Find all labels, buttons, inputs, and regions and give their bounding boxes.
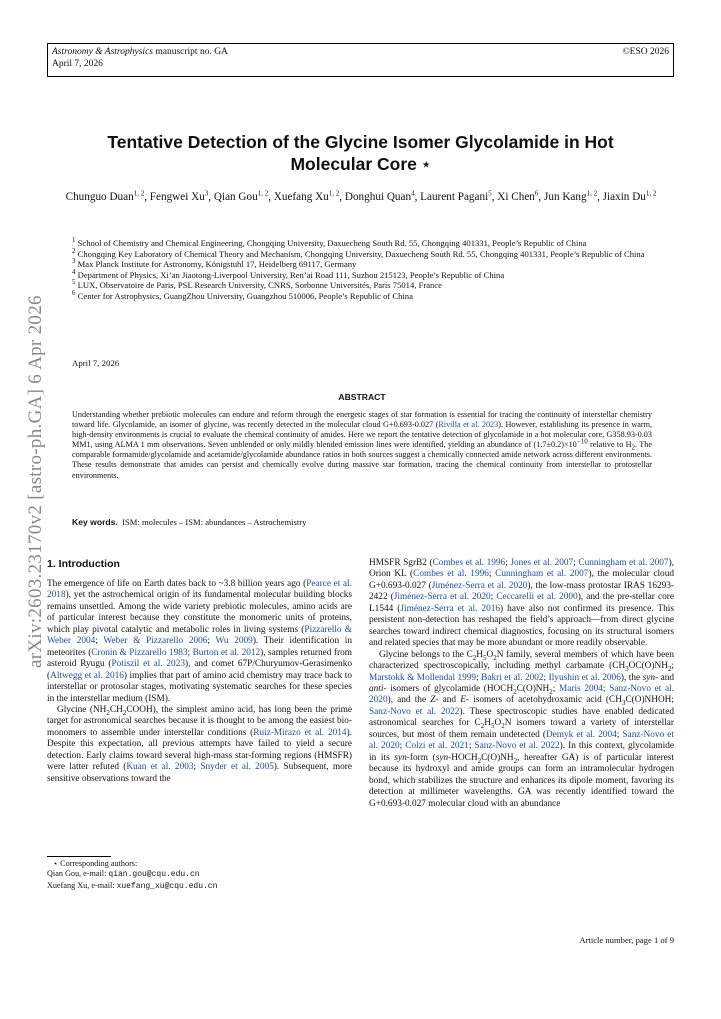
- citation-link[interactable]: Cunningham et al. 2007: [495, 569, 589, 580]
- manuscript-no: manuscript no. GA: [152, 47, 228, 57]
- affiliation: $^4$ Department of Physics, Xi’an Jiaotong-Liverpool University, Ren’ai Road 111, Suzhou 215123, People’s Republic of China: [72, 267, 505, 280]
- author-affiliation-mark: 6: [534, 189, 539, 198]
- author-name: Jun Kang: [544, 191, 587, 203]
- citation-link[interactable]: Snyder et al. 2005: [200, 762, 274, 773]
- author-name: Xi Chen: [497, 191, 535, 203]
- citation-link[interactable]: Jones et al. 2007: [510, 558, 574, 568]
- citation-link[interactable]: Potiszil et al. 2023: [111, 659, 186, 670]
- title-line-2: Molecular Core: [290, 154, 417, 174]
- affiliation-list: [72, 238, 652, 302]
- keywords: [72, 517, 652, 527]
- author-name: Donghui Quan: [344, 191, 412, 203]
- abstract-text: Understanding whether prebiotic molecules can endure and reform through the energetic stages of star formation is essential for tracing the continuity of interstellar chemistry toward life. Glycolamide, an isomer of glycine, was recently detected in the molecular cloud G+0.693-0.027 (Rivilla et al. 2023). However, establishing its presence in warm, high-density environments is crucial to evaluate the chemical continuity of amides. Here we report the tentative detection of glycolamide in a hot molecular core, G358.93-0.03 MM1, using ALMA 1 mm observations. Seven unblended or only mildly blended emission lines were identified, yielding an abundance of $(1.7\pm 0.2)\times 10^{-10}$ relative to $H_2$. The comparable formamide/glycolamide and acetamide/glycolamide abundance ratios in both sources suggest a chemically connected amide network across different environments. These results demonstrate that amides can persist and chemically evolve during massive star formation, tracing the chemical continuity from interstellar to protostellar environments.: [72, 410, 653, 480]
- citation-link[interactable]: Burton et al. 2012: [192, 647, 261, 658]
- citation-link[interactable]: Altwegg et al. 2016: [50, 670, 124, 681]
- citation-link[interactable]: Bakri et al. 2002: [481, 672, 544, 683]
- citation-link[interactable]: Rivilla et al. 2023: [438, 420, 499, 430]
- author-name: Chunguo Duan: [65, 191, 134, 203]
- citation-link[interactable]: Marstokk & Mollendal 1999: [369, 672, 477, 683]
- citation-link[interactable]: Pearce et al. 2018: [47, 579, 352, 601]
- author-name: Jiaxin Du: [602, 191, 646, 203]
- citation-link[interactable]: Sanz-Novo et al. 2022: [474, 741, 560, 752]
- arxiv-stamp: [10, 268, 46, 668]
- author-name: Qian Gou: [213, 191, 258, 203]
- footnote-email-2: Xuefang Xu, e-mail: xuefang_xu@cqu.edu.cn: [47, 880, 218, 891]
- column-right: [369, 558, 674, 810]
- citation-link[interactable]: Combes et al. 1996: [432, 558, 506, 568]
- affiliation: $^2$ Chongqing Key Laboratory of Chemical Theory and Mechanism, Chongqing University, Daxuecheng South Rd. 55, Chongqing 401331, People’s Republic of China: [72, 246, 645, 259]
- citation-link[interactable]: Sanz-Novo et al. 2022: [369, 706, 460, 717]
- citation-link[interactable]: Ilyushin et al. 2006: [548, 672, 621, 683]
- author-affiliation-mark: 3: [204, 189, 209, 198]
- citation-link[interactable]: Jiménez-Serra et al. 2016: [400, 603, 501, 614]
- affiliation: $^1$ School of Chemistry and Chemical Engineering, Chongqing University, Daxuecheng South Rd. 55, Chongqing 401331, People’s Republic of China: [72, 236, 587, 248]
- intro-paragraph-3: HMSFR SgrB2 (Combes et al. 1996; Jones et al. 2007; Cunningham et al. 2007), Orion KL (Combes et al. 1996; Cunningham et al. 2007), the molecular cloud G+0.693-0.027 (Jiménez-Serra et al. 2020), the low-mass protostar IRAS 16293-2422 (Jiménez-Serra et al. 2020; Ceccarelli et al. 2000), and the pre-stellar core L1544 (Jiménez-Serra et al. 2016) have also not confirmed its presence. This persistent non-detection has reshaped the field’s approach—from direct glycine searches toward indirect chemical diagnostics, focusing on its structural isomers and related species that may be more abundant or more readily observable.: [369, 558, 675, 649]
- citation-link[interactable]: Wu 2009: [215, 636, 253, 647]
- email-link[interactable]: xuefang_xu@cqu.edu.cn: [116, 881, 218, 891]
- footnote-line-1: ⋆ Corresponding authors:: [53, 859, 138, 868]
- received-date: April 7, 2026: [72, 358, 120, 368]
- author-affiliation-mark: 1, 2: [257, 189, 269, 198]
- citation-link[interactable]: Cunningham et al. 2007: [578, 558, 669, 568]
- header-date: April 7, 2026: [52, 59, 103, 69]
- citation-link[interactable]: Ceccarelli et al. 2000: [496, 592, 578, 603]
- citation-link[interactable]: Cronin & Pizzarello 1983: [91, 647, 188, 658]
- intro-paragraph-2: Glycine $(NH_2CH_2COOH)$, the simplest amino acid, has long been the prime target for astronomical searches because it is thought to be among the easiest bio-monomers to assemble under interstellar conditions (Ruiz-Mirazo et al. 2014). Despite this expectation, all previous attempts have failed to yield a secure detection. Early claims toward several high-mass star-forming regions (HMSFR) were latter refuted (Kuan et al. 2003; Snyder et al. 2005). Subsequent, more sensitive observations toward the: [47, 704, 353, 784]
- citation-link[interactable]: Kuan et al. 2003: [126, 762, 194, 773]
- affiliation: $^5$ LUX, Observatoire de Paris, PSL Research University, CNRS, Sorbonne Universités, Paris 75014, France: [72, 278, 442, 291]
- citation-link[interactable]: Maris 2004: [558, 683, 603, 694]
- citation-link[interactable]: Ruiz-Mirazo et al. 2014: [253, 727, 347, 738]
- section-heading-introduction: 1. Introduction: [47, 558, 120, 570]
- citation-link[interactable]: Demyk et al. 2004: [545, 729, 617, 740]
- citation-link[interactable]: Sanz-Novo et al. 2020: [369, 729, 674, 752]
- author-affiliation-mark: 1, 2: [586, 189, 598, 198]
- paper-title: [70, 131, 651, 175]
- author-affiliation-mark: 5: [488, 189, 492, 198]
- footnote-email-1: Qian Gou, e-mail: qian.gou@cqu.edu.cn: [47, 869, 200, 880]
- citation-link[interactable]: Colzi et al. 2021: [405, 741, 469, 752]
- author-name: Xuefang Xu: [273, 191, 329, 203]
- copyright: ©ESO 2026: [622, 47, 669, 57]
- keywords-label: Key words.: [72, 517, 118, 527]
- arxiv-stamp-text: arXiv:2603.23170v2 [astro-ph.GA] 6 Apr 2026: [25, 295, 46, 668]
- citation-link[interactable]: Weber & Pizzarello 2006: [103, 636, 208, 647]
- title-star: ⋆: [421, 156, 431, 172]
- journal-name: Astronomy & Astrophysics: [52, 47, 153, 57]
- citation-link[interactable]: Jiménez-Serra et al. 2020: [393, 592, 491, 603]
- citation-link[interactable]: Combes et al. 1996: [413, 569, 489, 580]
- affiliation: $^3$ Max Planck Institute for Astronomy, Königstuhl 17, Heidelberg 69117, Germany: [72, 257, 357, 270]
- citation-link[interactable]: Jiménez-Serra et al. 2020: [431, 580, 528, 591]
- author-affiliation-mark: 1, 2: [328, 189, 340, 198]
- intro-paragraph-4: Glycine belongs to the $C_2H_5O_2N$ family, several members of which have been characterized spectroscopically, including methyl carbamate ($CH_3OC(O)NH_2$; Marstokk & Mollendal 1999; Bakri et al. 2002; Ilyushin et al. 2006), the syn- and anti- isomers of glycolamide ($HOCH_2C(O)NH_2$; Maris 2004; Sanz-Novo et al. 2020), and the Z- and E- isomers of acetohydroxamic acid ($CH_3C(O)NHOH$; Sanz-Novo et al. 2022). These spectroscopic studies have enabled dedicated astronomical searches for $C_2H_5O_2N$ isomers toward a variety of interstellar sources, but most of them remain undetected (Demyk et al. 2004; Sanz-Novo et al. 2020; Colzi et al. 2021; Sanz-Novo et al. 2022). In this context, glycolamide in its syn-form ($syn-HOCH_2C(O)NH_2$, hereafter GA) is of particular interest because its hydroxyl and amide groups can form an intramolecular hydrogen bond, which stabilizes the structure and enhances its dipole moment, favoring its detection at millimeter wavelengths. GA was recently identified toward the G+0.693-0.027 molecular cloud with an abundance: [369, 649, 675, 809]
- citation-link[interactable]: Sanz-Novo et al. 2020: [369, 683, 675, 706]
- page-number: Article number, page 1 of 9: [579, 935, 674, 945]
- column-left: [47, 558, 352, 785]
- email-link[interactable]: qian.gou@cqu.edu.cn: [108, 870, 200, 880]
- author-affiliation-mark: 1, 2: [645, 189, 657, 198]
- author-affiliation-mark: 4: [411, 189, 415, 198]
- running-header: [47, 43, 674, 77]
- title-line-1: Tentative Detection of the Glycine Isomer Glycolamide in Hot: [107, 132, 614, 152]
- author-list: Chunguo Duan$^{1, 2}$, Fengwei Xu$^3$, Qian Gou$^{1, 2}$, Xuefang Xu$^{1, 2}$, Donghui Quan$^4$, Laurent Pagani$^5$, Xi Chen$^6$, Jun Kang$^{1, 2}$, Jiaxin Du$^{1, 2}$: [65, 189, 657, 203]
- abstract-heading: ABSTRACT: [338, 392, 386, 402]
- citation-link[interactable]: Pizzarello & Weber 2004: [47, 624, 352, 647]
- footnote-rule: [47, 856, 111, 857]
- author-name: Fengwei Xu: [149, 191, 205, 203]
- keywords-text: ISM: molecules – ISM: abundances – Astrochemistry: [122, 517, 307, 527]
- footnote: [47, 859, 217, 892]
- author-affiliation-mark: 1, 2: [133, 189, 145, 198]
- author-name: Laurent Pagani: [420, 191, 489, 203]
- affiliation: $^6$ Center for Astrophysics, GuangZhou University, Guangzhou 510006, People’s Republic of China: [72, 289, 413, 301]
- intro-paragraph-1: The emergence of life on Earth dates back to ~3.8 billion years ago (Pearce et al. 2018), yet the astrochemical origin of its fundamental molecular building blocks remains unsettled. Among the wide variety prebiotic molecules, amino acids are of particular interest because they constitute the monomeric units of proteins, which play pivotal catalytic and metabolic roles in living systems (Pizzarello & Weber 2004; Weber & Pizzarello 2006; Wu 2009). Their identification in meteorites (Cronin & Pizzarello 1983; Burton et al. 2012), samples returned from asteroid Ryugu (Potiszil et al. 2023), and comet 67P/Churyumov-Gerasimenko (Altwegg et al. 2016) implies that part of amino acid chemistry may trace back to interstellar or protosolar stages, motivating systematic searches for these species in the interstellar medium (ISM).: [47, 579, 353, 704]
